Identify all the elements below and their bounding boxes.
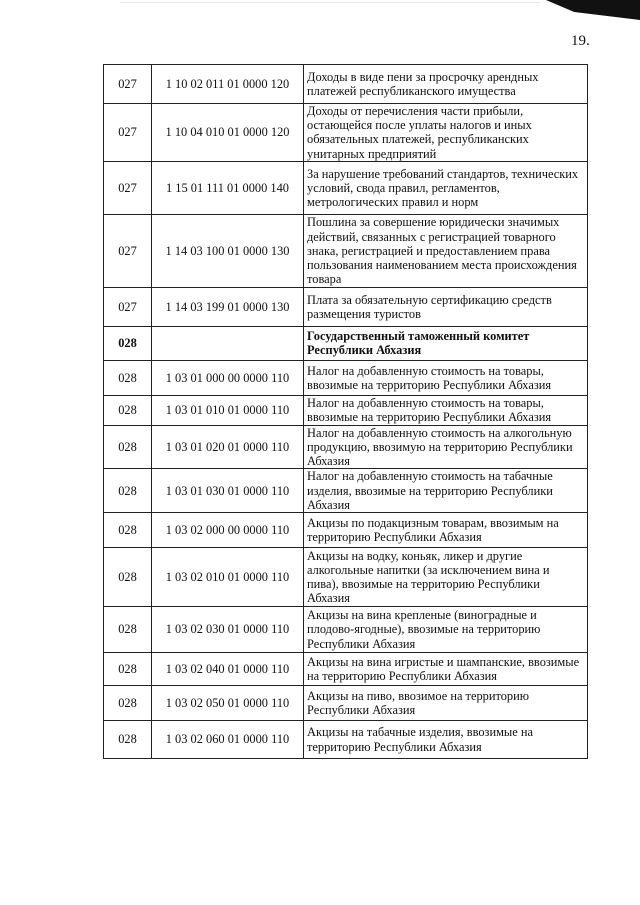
admin-code-cell: 028 — [104, 469, 152, 513]
revenue-name-cell: Акцизы на вина игристые и шампанские, ввозимые на территорию Республики Абхазия — [304, 653, 588, 686]
table-row — [104, 360, 588, 395]
revenue-name-cell: Государственный таможенный комитет Республики Абхазия — [304, 326, 588, 360]
table-row — [104, 653, 588, 686]
admin-code-cell: 028 — [104, 686, 152, 721]
revenue-codes-table — [103, 64, 588, 759]
budget-code-cell: 1 03 01 000 00 0000 110 — [152, 360, 304, 395]
admin-code-cell: 027 — [104, 65, 152, 104]
admin-code-cell: 027 — [104, 161, 152, 214]
admin-code-cell: 028 — [104, 607, 152, 653]
admin-code-cell: 028 — [104, 721, 152, 759]
table-row — [104, 686, 588, 721]
revenue-name-cell: Акцизы на табачные изделия, ввозимые на территорию Республики Абхазия — [304, 721, 588, 759]
budget-code-cell: 1 15 01 111 01 0000 140 — [152, 161, 304, 214]
revenue-name-cell: Акцизы на вина крепленые (виноградные и плодово-ягодные), ввозимые на территорию Республики Абхазия — [304, 607, 588, 653]
revenue-name-cell: Пошлина за совершение юридически значимых действий, связанных с регистрацией товарного знака, регистрацией и предоставлением права пользования наименованием места происхождения товара — [304, 214, 588, 287]
admin-code-cell: 028 — [104, 653, 152, 686]
revenue-name-cell: Доходы в виде пени за просрочку арендных платежей республиканского имущества — [304, 65, 588, 104]
revenue-name-cell: Плата за обязательную сертификацию средств размещения туристов — [304, 287, 588, 326]
table-row — [104, 287, 588, 326]
revenue-name-cell: Налог на добавленную стоимость на товары, ввозимые на территорию Республики Абхазия — [304, 360, 588, 395]
admin-code-cell: 028 — [104, 513, 152, 548]
admin-code-cell: 027 — [104, 287, 152, 326]
table-row — [104, 425, 588, 469]
admin-code-cell: 028 — [104, 425, 152, 469]
budget-code-cell: 1 03 01 010 01 0000 110 — [152, 395, 304, 425]
revenue-name-cell: Акцизы на пиво, ввозимое на территорию Республики Абхазия — [304, 686, 588, 721]
budget-code-cell: 1 10 04 010 01 0000 120 — [152, 104, 304, 162]
budget-code-cell: 1 03 01 030 01 0000 110 — [152, 469, 304, 513]
budget-code-cell: 1 10 02 011 01 0000 120 — [152, 65, 304, 104]
admin-code-cell: 028 — [104, 548, 152, 607]
table-row — [104, 104, 588, 162]
table-body — [104, 65, 588, 759]
scan-artifact-line — [120, 2, 540, 3]
revenue-name-cell: Налог на добавленную стоимость на алкогольную продукцию, ввозимую на территорию Республики Абхазия — [304, 425, 588, 469]
revenue-name-cell: За нарушение требований стандартов, технических условий, свода правил, регламентов, метрологических правил и норм — [304, 161, 588, 214]
admin-code-cell: 027 — [104, 104, 152, 162]
revenue-name-cell: Акцизы на водку, коньяк, ликер и другие алкогольные напитки (за исключением вина и пива), ввозимые на территорию Республики Абхазия — [304, 548, 588, 607]
budget-code-cell: 1 03 02 000 00 0000 110 — [152, 513, 304, 548]
admin-code-cell: 028 — [104, 360, 152, 395]
table-row — [104, 161, 588, 214]
table-row — [104, 548, 588, 607]
revenue-name-cell: Акцизы по подакцизным товарам, ввозимым на территорию Республики Абхазия — [304, 513, 588, 548]
budget-code-cell: 1 03 02 010 01 0000 110 — [152, 548, 304, 607]
admin-code-cell: 028 — [104, 395, 152, 425]
budget-code-cell: 1 03 02 040 01 0000 110 — [152, 653, 304, 686]
table-row — [104, 65, 588, 104]
revenue-name-cell: Налог на добавленную стоимость на табачные изделия, ввозимые на территорию Республики Абхазия — [304, 469, 588, 513]
table-row — [104, 513, 588, 548]
budget-code-cell — [152, 326, 304, 360]
budget-code-cell: 1 03 02 030 01 0000 110 — [152, 607, 304, 653]
page-number: 19. — [571, 33, 590, 49]
budget-code-cell: 1 03 01 020 01 0000 110 — [152, 425, 304, 469]
budget-code-cell: 1 14 03 199 01 0000 130 — [152, 287, 304, 326]
table-section-row — [104, 326, 588, 360]
budget-code-cell: 1 14 03 100 01 0000 130 — [152, 214, 304, 287]
budget-code-cell: 1 03 02 060 01 0000 110 — [152, 721, 304, 759]
admin-code-cell: 027 — [104, 214, 152, 287]
revenue-name-cell: Доходы от перечисления части прибыли, остающейся после уплаты налогов и иных обязательных платежей, республиканских унитарных предприятий — [304, 104, 588, 162]
table-row — [104, 607, 588, 653]
admin-code-cell: 028 — [104, 326, 152, 360]
revenue-name-cell: Налог на добавленную стоимость на товары, ввозимые на территорию Республики Абхазия — [304, 395, 588, 425]
budget-code-cell: 1 03 02 050 01 0000 110 — [152, 686, 304, 721]
table-row — [104, 469, 588, 513]
table-row — [104, 214, 588, 287]
table-row — [104, 395, 588, 425]
scan-corner-mark — [546, 0, 640, 20]
table-row — [104, 721, 588, 759]
